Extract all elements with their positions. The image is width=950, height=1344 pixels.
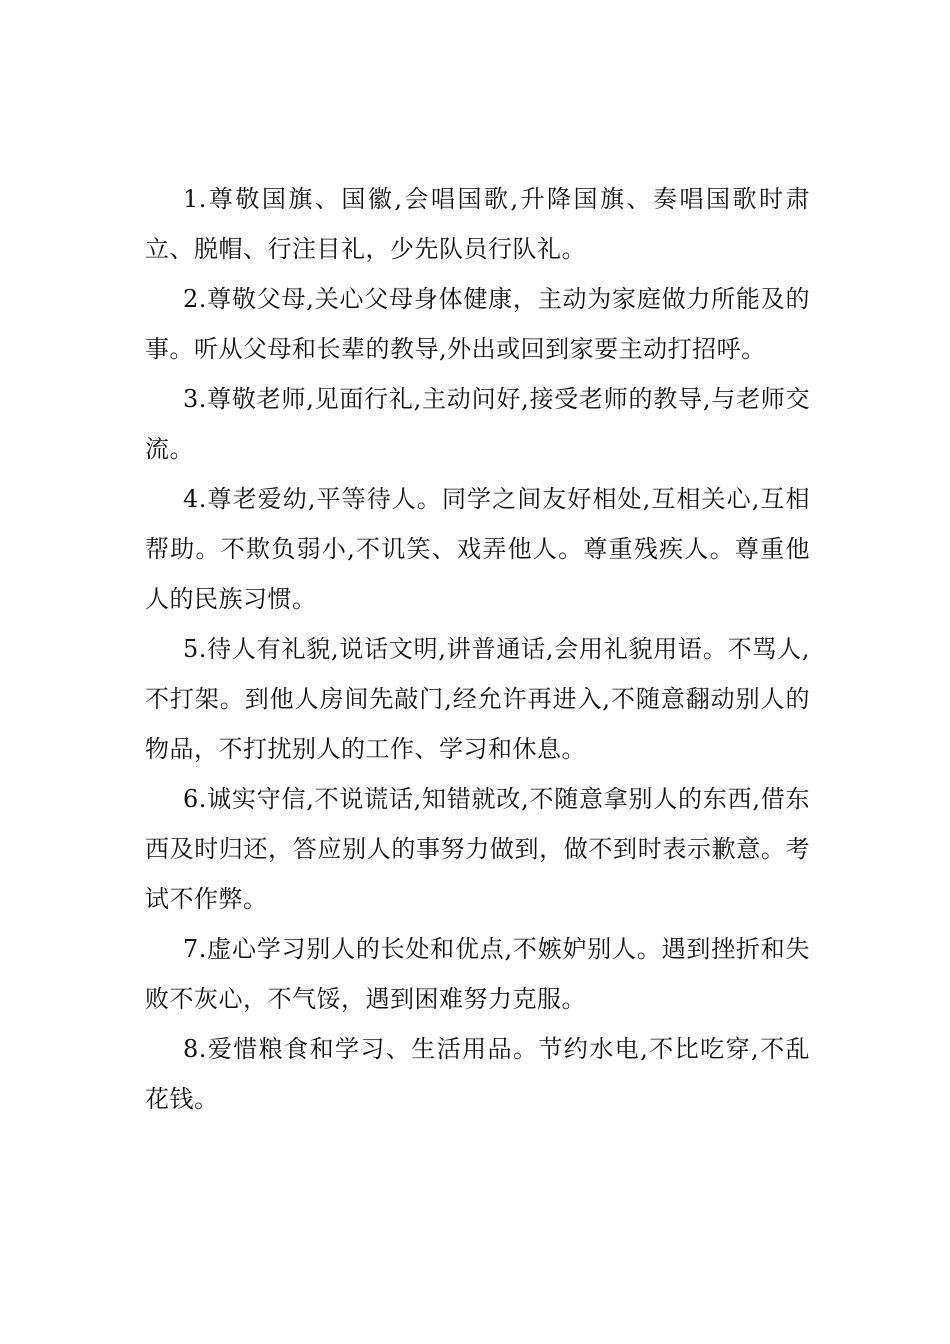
paragraph-3: 3.尊敬老师,见面行礼,主动问好,接受老师的教导,与老师交流。: [145, 385, 810, 463]
paragraph-6: 6.诚实守信,不说谎话,知错就改,不随意拿别人的东西,借东西及时归还，答应别人的事努力做到，做不到时表示歉意。考试不作弊。: [145, 785, 810, 913]
paragraph-1: 1.尊敬国旗、国徽,会唱国歌,升降国旗、奏唱国歌时肃立、脱帽、行注目礼，少先队员行队礼。: [145, 185, 810, 263]
paragraph-7: 7.虚心学习别人的长处和优点,不嫉妒别人。遇到挫折和失败不灰心，不气馁，遇到困难努力克服。: [145, 935, 810, 1013]
paragraph-8: 8.爱惜粮食和学习、生活用品。节约水电,不比吃穿,不乱花钱。: [145, 1035, 810, 1113]
paragraph-4: 4.尊老爱幼,平等待人。同学之间友好相处,互相关心,互相帮助。不欺负弱小,不讥笑、戏弄他人。尊重残疾人。尊重他人的民族习惯。: [145, 485, 810, 613]
paragraph-2: 2.尊敬父母,关心父母身体健康，主动为家庭做力所能及的事。听从父母和长辈的教导,外出或回到家要主动打招呼。: [145, 285, 810, 363]
document-body: [145, 174, 810, 1124]
paragraph-5: 5.待人有礼貌,说话文明,讲普通话,会用礼貌用语。不骂人,不打架。到他人房间先敲门,经允许再进入,不随意翻动别人的物品，不打扰别人的工作、学习和休息。: [145, 635, 810, 763]
